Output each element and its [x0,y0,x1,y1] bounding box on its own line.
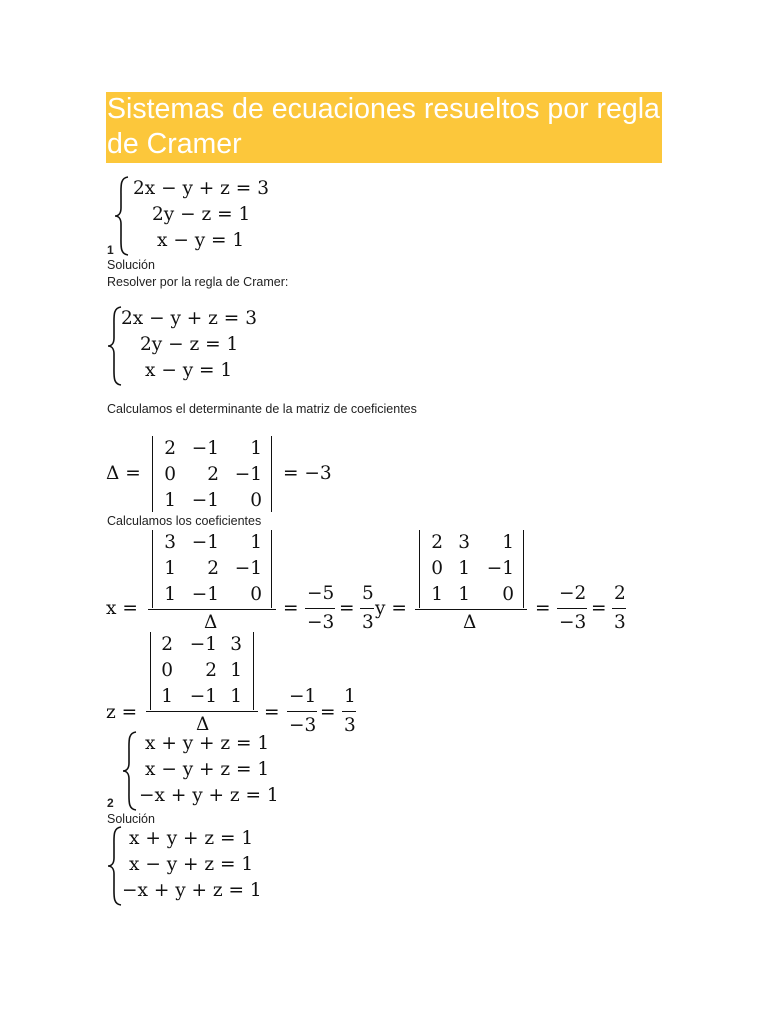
matrix-cell: 2 [207,558,219,579]
matrix-cell: −1 [189,634,217,655]
matrix-cell: 3 [230,634,242,655]
matrix-cell: 1 [161,686,173,707]
matrix-cell: −1 [486,558,514,579]
matrix-cell: 0 [164,464,176,485]
equals-sign: = [339,598,355,619]
z-frac-den: −3 [289,715,317,736]
fraction-bar [287,711,317,712]
det-bar-right [271,436,272,512]
matrix-cell: 1 [431,584,443,605]
matrix-cell: 2 [431,532,443,553]
matrix-cell: 1 [164,584,176,605]
z-lhs: z = [106,702,138,723]
equals-sign: = [591,598,607,619]
y-denominator: Δ [463,612,477,633]
fraction-bar [342,711,356,712]
det-bar-right [271,530,272,608]
matrix-cell: 1 [458,558,470,579]
matrix-cell: −1 [189,686,217,707]
matrix-cell: 1 [458,584,470,605]
matrix-cell: −1 [191,532,219,553]
z-frac-num: −1 [289,686,317,707]
matrix-cell: 0 [161,660,173,681]
x-frac-den: −3 [307,612,335,633]
equals-sign: = [535,598,551,619]
method-text: Resolver por la regla de Cramer: [107,275,289,289]
matrix-cell: −1 [191,584,219,605]
y-frac-den: −3 [559,612,587,633]
delta-lhs: Δ = [106,463,141,484]
equals-sign: = [283,598,299,619]
matrix-cell: 1 [230,686,242,707]
matrix-cell: 1 [230,660,242,681]
system1-eq3: x − y = 1 [157,230,245,251]
y-lhs: y = [375,598,407,619]
y-frac-num: −2 [559,583,587,604]
problem-number: 1 [107,243,114,257]
matrix-cell: 0 [502,584,514,605]
matrix-cell: 2 [164,438,176,459]
matrix-cell: 0 [431,558,443,579]
y-result-den: 3 [614,612,626,633]
determinant-text: Calculamos el determinante de la matriz de coeficientes [107,402,417,416]
page-title: Sistemas de ecuaciones resueltos por regla de Cramer [107,93,660,160]
solution-label: Solución [107,258,155,272]
system2b-eq3: −x + y + z = 1 [122,880,262,901]
fraction-bar [557,608,587,609]
matrix-cell: −1 [234,558,262,579]
fraction-bar [305,608,335,609]
matrix-cell: −1 [191,490,219,511]
delta-result: = −3 [283,463,332,484]
matrix-cell: 1 [502,532,514,553]
system2-eq3: −x + y + z = 1 [139,785,279,806]
x-denominator: Δ [204,612,218,633]
matrix-cell: 1 [250,532,262,553]
equals-sign: = [320,702,336,723]
det-bar-right [523,530,524,608]
x-result-num: 5 [362,583,374,604]
z-denominator: Δ [196,714,210,735]
z-result-num: 1 [344,686,356,707]
x-result-den: 3 [362,612,374,633]
det-bar-right [253,632,254,710]
system2b-eq1: x + y + z = 1 [129,828,254,849]
coefficients-text: Calculamos los coeficientes [107,514,262,528]
system2b-eq2: x − y + z = 1 [129,854,254,875]
matrix-cell: 2 [161,634,173,655]
fraction-bar [415,609,527,610]
matrix-cell: −1 [191,438,219,459]
brace-icon [107,826,123,906]
brace-icon [114,176,130,256]
x-frac-num: −5 [307,583,335,604]
matrix-cell: −1 [234,464,262,485]
system1b-eq1: 2x − y + z = 3 [121,308,257,329]
matrix-cell: 0 [250,584,262,605]
system2-eq2: x − y + z = 1 [145,759,270,780]
equals-sign: = [264,702,280,723]
matrix-cell: 3 [164,532,176,553]
fraction-bar [612,608,626,609]
matrix-cell: 2 [207,464,219,485]
system2-eq1: x + y + z = 1 [145,733,270,754]
matrix-cell: 1 [164,558,176,579]
matrix-cell: 1 [164,490,176,511]
solution-label: Solución [107,812,155,826]
matrix-cell: 2 [205,660,217,681]
system1b-eq2: 2y − z = 1 [140,334,239,355]
problem-number: 2 [107,796,114,810]
system1b-eq3: x − y = 1 [145,360,233,381]
system1-eq2: 2y − z = 1 [152,204,251,225]
fraction-bar [148,609,276,610]
z-result-den: 3 [344,715,356,736]
y-result-num: 2 [614,583,626,604]
system1-eq1: 2x − y + z = 3 [133,178,269,199]
x-lhs: x = [106,598,138,619]
matrix-cell: 1 [250,438,262,459]
fraction-bar [360,608,374,609]
brace-icon [122,731,138,811]
fraction-bar [146,711,258,712]
matrix-cell: 0 [250,490,262,511]
matrix-cell: 3 [458,532,470,553]
